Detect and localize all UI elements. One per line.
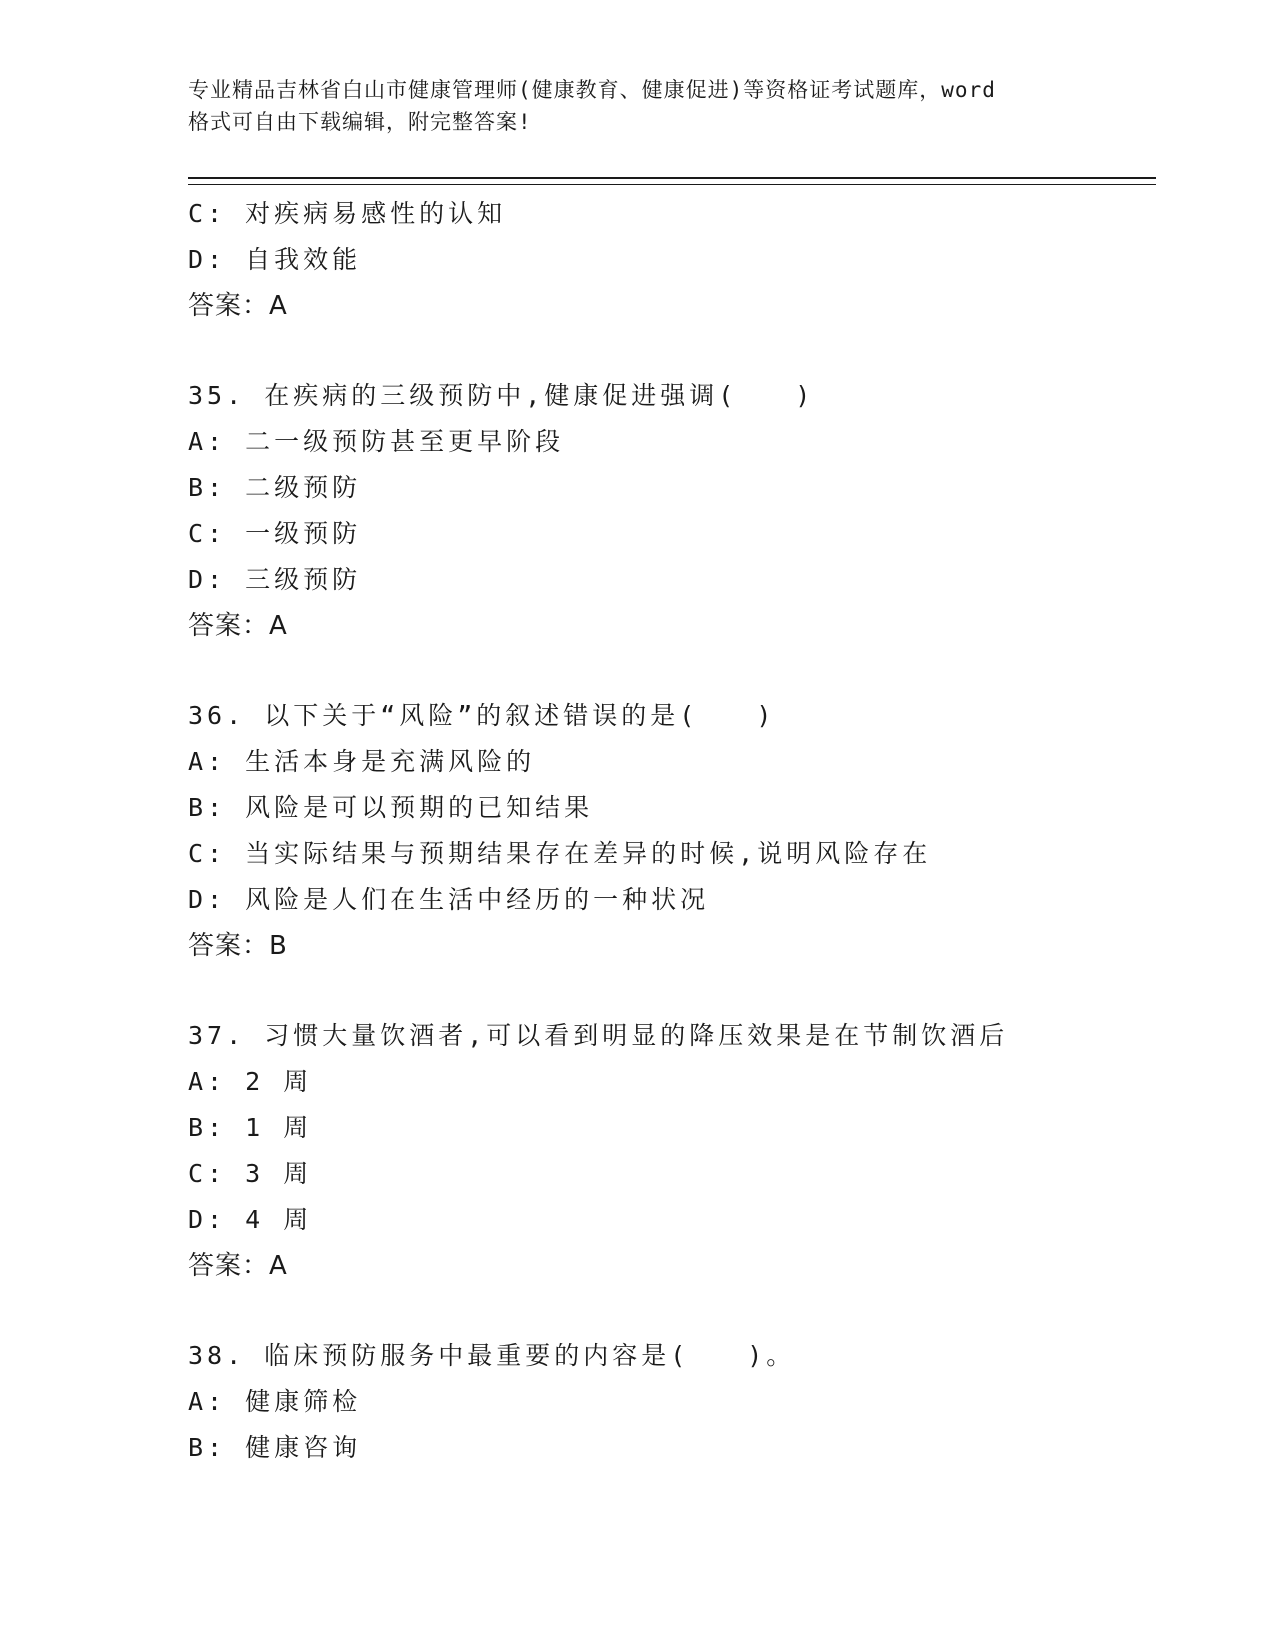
option-c: C: 3 周 [188,1159,313,1188]
option-b: B: 风险是可以预期的已知结果 [188,793,594,822]
spacer [188,1289,1156,1333]
header-divider [188,177,1156,185]
option-d: D: 三级预防 [188,565,362,594]
option-a: A: 2 周 [188,1067,313,1096]
document-header [188,74,1108,138]
question-35 [188,373,1156,649]
question-34-tail [188,191,1156,329]
spacer [188,969,1156,1013]
option-d: D: 风险是人们在生活中经历的一种状况 [188,885,710,914]
answer: 答案：B [188,931,288,961]
question-stem: 38. 临床预防服务中最重要的内容是( )。 [188,1341,796,1370]
answer: 答案：A [188,611,288,641]
option-b: B: 二级预防 [188,473,362,502]
option-d: D: 4 周 [188,1205,313,1234]
spacer [188,329,1156,373]
header-line-1: 专业精品吉林省白山市健康管理师(健康教育、健康促进)等资格证考试题库，word [188,78,996,102]
question-38 [188,1333,1156,1471]
option-c: C: 当实际结果与预期结果存在差异的时候,说明风险存在 [188,839,932,868]
answer: 答案：A [188,1251,288,1281]
option-a: A: 二一级预防甚至更早阶段 [188,427,565,456]
question-stem: 36. 以下关于“风险”的叙述错误的是( ) [188,701,776,730]
option-a: A: 生活本身是充满风险的 [188,747,536,776]
option-c: C: 一级预防 [188,519,362,548]
spacer [188,649,1156,693]
option-b: B: 1 周 [188,1113,313,1142]
option-a: A: 健康筛检 [188,1387,362,1416]
header-line-2: 格式可自由下载编辑，附完整答案! [188,110,532,134]
option-d: D: 自我效能 [188,245,362,274]
option-b: B: 健康咨询 [188,1433,362,1462]
option-c: C: 对疾病易感性的认知 [188,199,507,228]
question-36 [188,693,1156,969]
question-stem: 35. 在疾病的三级预防中,健康促进强调( ) [188,381,815,410]
question-list [188,191,1156,1471]
question-37 [188,1013,1156,1289]
question-stem: 37. 习惯大量饮酒者,可以看到明显的降压效果是在节制饮酒后 [188,1021,1009,1050]
answer: 答案：A [188,291,288,321]
